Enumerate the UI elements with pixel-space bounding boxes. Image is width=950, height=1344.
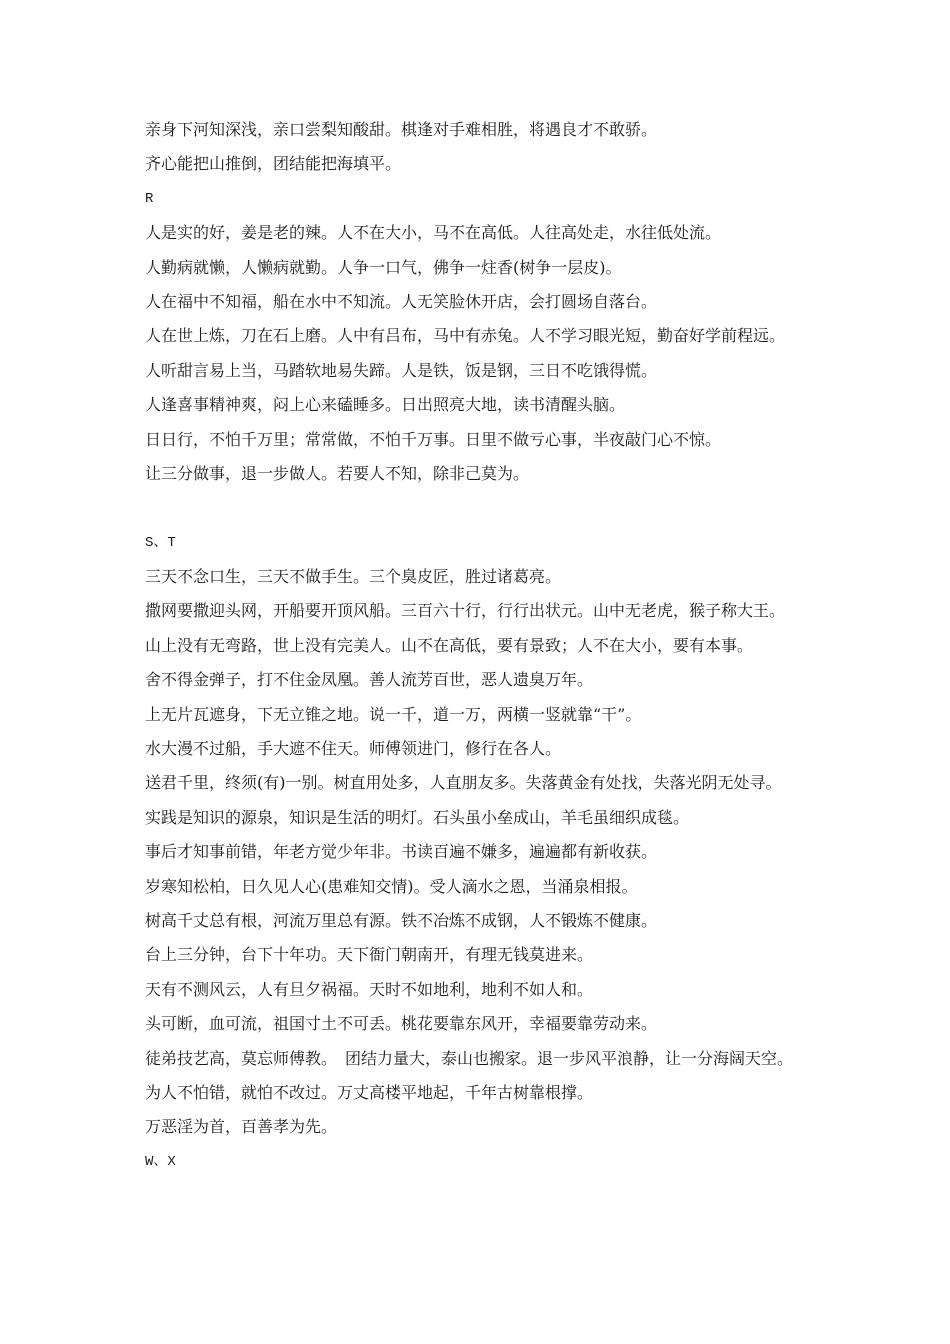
proverb-line: 撒网要撒迎头网，开船要开顶风船。三百六十行，行行出状元。山中无老虎，猴子称大王。 [145,601,786,621]
proverb-line: 天有不测风云，人有旦夕祸福。天时不如地利，地利不如人和。 [145,979,594,999]
proverb-line: 人逢喜事精神爽，闷上心来磕睡多。日出照亮大地，读书清醒头脑。 [145,395,626,415]
proverb-line: 台上三分钟，台下十年功。天下衙门朝南开，有理无钱莫进来。 [145,945,594,965]
proverb-line: 人是实的好，姜是老的辣。人不在大小，马不在高低。人往高处走，水往低处流。 [145,223,722,243]
section-heading-r: R [145,190,154,207]
proverb-line: 齐心能把山推倒，团结能把海填平。 [145,154,402,174]
proverb-line: 人在世上炼，刀在石上磨。人中有吕布，马中有赤兔。人不学习眼光短，勤奋好学前程远。 [145,326,786,346]
proverb-line: 舍不得金弹子，打不住金凤凰。善人流芳百世，恶人遗臭万年。 [145,670,594,690]
proverb-line: 山上没有无弯路，世上没有完美人。山不在高低，要有景致；人不在大小，要有本事。 [145,635,754,655]
section-heading-st: S、T [145,534,176,551]
proverb-line: 上无片瓦遮身，下无立锥之地。说一千，道一万，两横一竖就靠“干”。 [145,704,642,724]
proverb-line: 亲身下河知深浅，亲口尝梨知酸甜。棋逢对手难相胜，将遇良才不敢骄。 [145,120,658,139]
proverb-line: 为人不怕错，就怕不改过。万丈高楼平地起，千年古树靠根撑。 [145,1082,594,1102]
proverb-line: 让三分做事，退一步做人。若要人不知，除非己莫为。 [145,463,530,483]
proverb-text-body [145,113,825,1179]
proverb-line: 人听甜言易上当，马踏软地易失蹄。人是铁，饭是钢，三日不吃饿得慌。 [145,360,658,380]
proverb-line: 树高千丈总有根，河流万里总有源。铁不冶炼不成钢，人不锻炼不健康。 [145,910,658,930]
proverb-line: 岁寒知松柏，日久见人心(患难知交情)。受人滴水之恩，当涌泉相报。 [145,876,638,896]
proverb-line: 日日行，不怕千万里；常常做，不怕千万事。日里不做亏心事，半夜敲门心不惊。 [145,429,722,449]
proverb-line: 三天不念口生，三天不做手生。三个臭皮匠，胜过诸葛亮。 [145,567,562,587]
blank-line [145,491,825,525]
proverb-line-wrapped: 徒弟技艺高，莫忘师傅教。 团结力量大，泰山也搬家。退一步风平浪静，让一分海阔天空。 [145,1048,794,1068]
proverb-line: 人在福中不知福，船在水中不知流。人无笑脸休开店，会打圆场自落台。 [145,291,658,311]
proverb-line: 事后才知事前错，年老方觉少年非。书读百遍不嫌多，遍遍都有新收获。 [145,842,658,862]
proverb-line: 水大漫不过船，手大遮不住天。师傅领进门，修行在各人。 [145,739,562,759]
proverb-line: 头可断，血可流，祖国寸土不可丢。桃花要靠东风开，幸福要靠劳动来。 [145,1014,658,1034]
proverb-line: 送君千里，终须(有)一别。树直用处多，人直朋友多。失落黄金有处找，失落光阴无处寻。 [145,773,782,793]
proverb-line: 实践是知识的源泉，知识是生活的明灯。石头虽小垒成山，羊毛虽细织成毯。 [145,807,690,827]
proverb-line: 人勤病就懒，人懒病就勤。人争一口气，佛争一炷香(树争一层皮)。 [145,257,622,277]
proverb-line: 万恶淫为首，百善孝为先。 [145,1117,338,1137]
section-heading-wx: W、X [145,1153,176,1170]
